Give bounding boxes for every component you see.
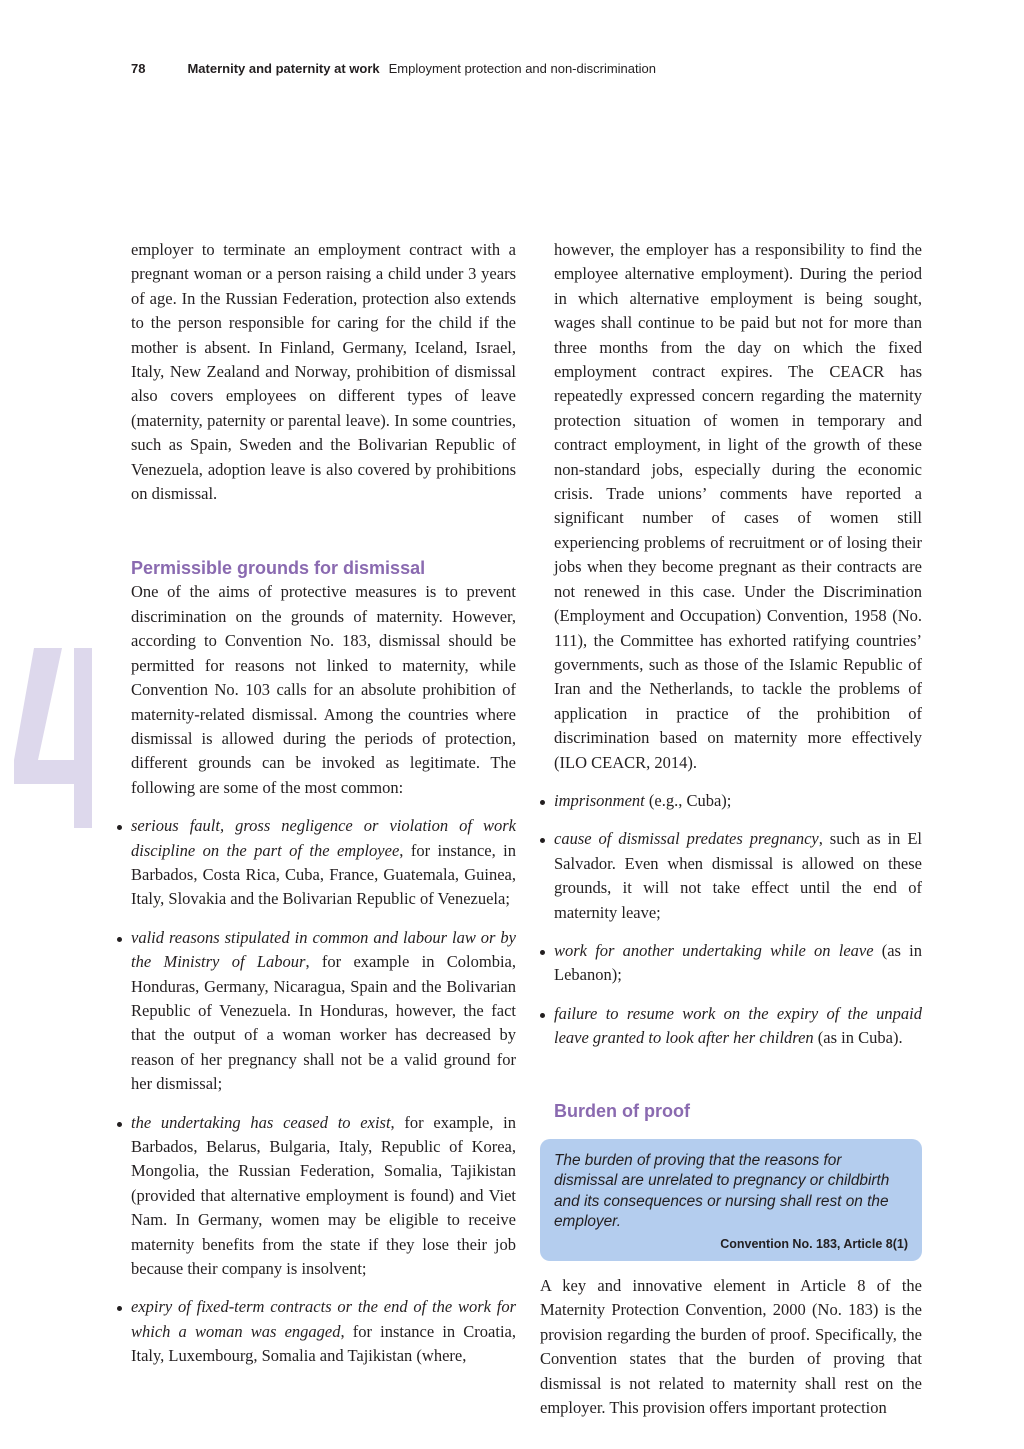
list-item-text: , such as in El Salvador. Even when dismissal is allowed on these grounds, it will not take effect until the end of maternity leave; <box>554 829 922 922</box>
list-item-text: (as in Cuba). <box>813 1028 903 1048</box>
list-item <box>554 789 922 813</box>
running-header <box>131 60 656 78</box>
section-heading-permissible-grounds: Permissible grounds for dismissal <box>131 558 426 579</box>
list-item <box>554 1002 922 1051</box>
list-item-text: , for example, in Barbados, Belarus, Bulgaria, Italy, Republic of Korea, Mongolia, the Russian Federation, Somalia, Tajikistan (provided that alternative employment is found) and Viet Nam. In Germany, women may be eligible to receive maternity benefits from the state if they lose their job because their company is insolvent; <box>131 1112 516 1279</box>
closing-paragraph: A key and innovative element in Article 8 of the Maternity Protection Convention, 2000 (No. 183) is the provision regarding the burden of proof. Specifically, the Convention states that the burden of proving that dismissal is not related to maternity shall rest on the employer. This provision offers important protection <box>540 1275 922 1417</box>
dismissal-grounds-list-continued <box>554 789 922 1051</box>
list-item-text: , for example in Colombia, Honduras, Germany, Nicaragua, Spain and the Bolivarian Republic of Venezuela. In Honduras, however, the fact that the output of a woman worker has decreased by reason of her pregnancy shall not be a valid ground for her dismissal; <box>131 952 516 1094</box>
list-item-text: , for instance in Croatia, Italy, Luxembourg, Somalia and Tajikistan (where, <box>131 1321 516 1366</box>
list-item <box>131 1111 516 1282</box>
right-column <box>540 238 923 1420</box>
list-item <box>131 814 516 912</box>
convention-quote-box <box>540 1139 922 1261</box>
list-item <box>131 926 516 1097</box>
section-paragraph: One of the aims of protective measures is to prevent discrimination on the grounds of maternity. However, according to Convention No. 183, dismissal should be permitted for reasons not linked to maternity, while Convention No. 103 calls for an absolute prohibition of maternity-related dismissal. Among the countries where dismissal is allowed during the periods of protection, different grounds can be invoked as legitimate. The following are some of the most common: <box>131 582 516 797</box>
list-item <box>131 1295 516 1368</box>
continued-paragraph: however, the employer has a responsibility to find the employee alternative employment). During the period in which alternative employment is being sought, wages shall continue to be paid but not for more than three months from the day on which the fixed employment contract expires. The CEACR has repeatedly expressed concern regarding the maternity protection situation of women in temporary and contract employment, in light of the growth of these non-standard jobs, especially during the economic crisis. Trade unions’ comments have reported a significant number of cases of women still experiencing problems of recruitment or of losing their jobs when they become pregnant as their contracts are not renewed in this case. Under the Discrimination (Employment and Occupation) Convention, 1958 (No. 111), the Committee has exhorted ratifying countries’ governments, such as those of the Islamic Republic of Iran and the Netherlands, to tackle the problems of application in practice of the prohibition of discrimination based on maternity more effectively (ILO CEACR, 2014). <box>554 240 922 772</box>
quote-text: The burden of proving that the reasons for dismissal are unrelated to pregnancy or childbirth and its consequences or nursing shall rest on the employer. <box>554 1151 890 1231</box>
left-column <box>131 238 516 1369</box>
list-item-term: serious fault, gross negligence or violation of work discipline on the part of the employee <box>131 816 516 860</box>
list-item-term: imprisonment <box>554 790 645 810</box>
dismissal-grounds-list <box>131 814 516 1369</box>
chapter-number-marker <box>10 648 100 828</box>
list-item-text: (e.g., Cuba); <box>644 790 732 810</box>
list-item-term: work for another undertaking while on leave <box>554 940 874 960</box>
list-item-text: (as in Lebanon); <box>554 940 923 985</box>
list-item-term: expiry of fixed-term contracts or the end of the work for which a woman was engaged <box>131 1297 516 1341</box>
list-item <box>554 827 922 925</box>
list-item-term: failure to resume work on the expiry of the unpaid leave granted to look after her children <box>554 1003 922 1048</box>
list-item-term: the undertaking has ceased to exist <box>131 1112 391 1132</box>
intro-paragraph: employer to terminate an employment contract with a pregnant woman or a person raising a child under 3 years of age. In the Russian Federation, protection also extends to the person responsible for caring for the child if the mother is absent. In Finland, Germany, Iceland, Israel, Italy, New Zealand and Norway, prohibition of dismissal also covers employees on different types of leave (maternity, paternity or parental leave). In some countries, such as Spain, Sweden and the Bolivarian Republic of Venezuela, adoption leave is also covered by prohibitions on dismissal. <box>131 240 516 504</box>
section-heading-burden-of-proof: Burden of proof <box>554 1100 690 1121</box>
list-item <box>554 939 922 988</box>
page-number: 78 <box>131 61 146 76</box>
list-item-text: , for instance, in Barbados, Costa Rica, Cuba, France, Guatemala, Guinea, Italy, Slovakia and the Bolivarian Republic of Venezuela; <box>131 840 516 909</box>
book-title: Maternity and paternity at work <box>187 61 380 76</box>
list-item-term: cause of dismissal predates pregnancy <box>554 829 819 849</box>
list-item-term: valid reasons stipulated in common and labour law or by the Ministry of Labour <box>131 927 516 972</box>
chapter-title: Employment protection and non-discrimination <box>388 61 656 76</box>
quote-source: Convention No. 183, Article 8(1) <box>720 1236 908 1251</box>
